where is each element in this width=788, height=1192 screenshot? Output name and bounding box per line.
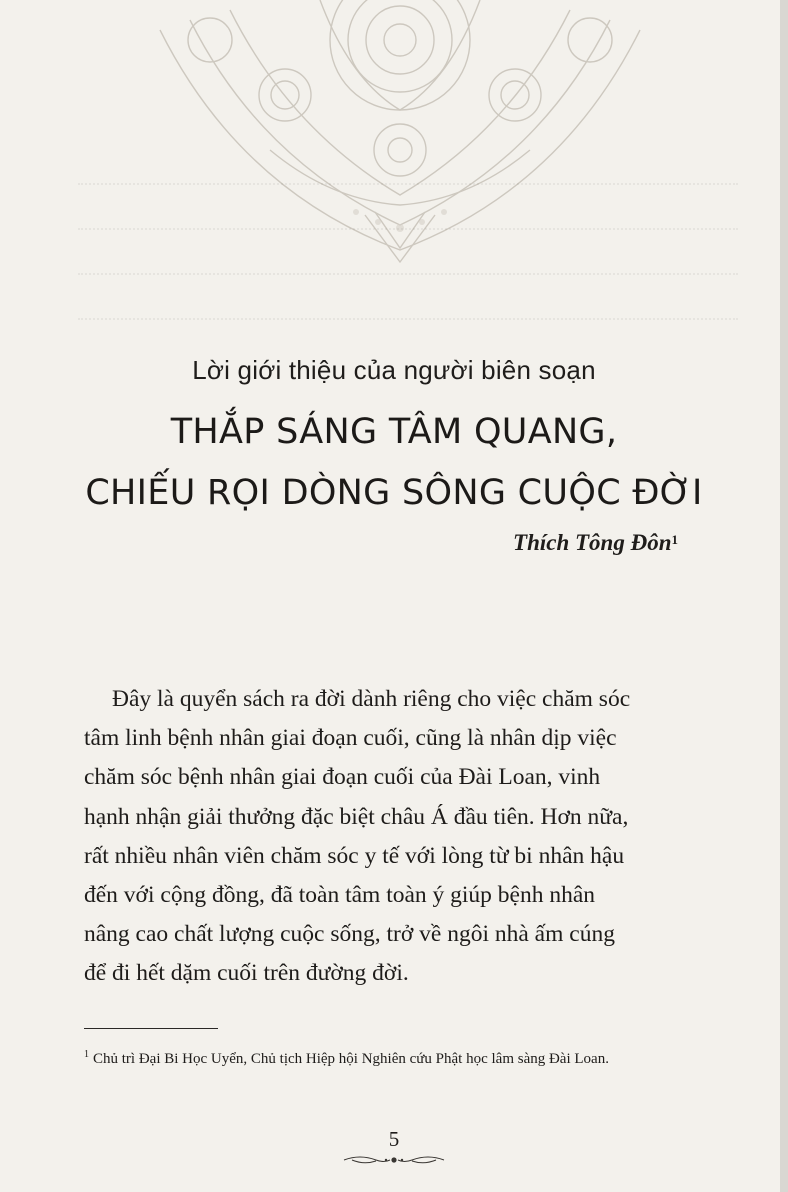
footnote [84, 1042, 706, 1072]
page-number: 5 [388, 1127, 400, 1151]
author-footnote-mark: 1 [671, 532, 678, 547]
author-byline [513, 530, 678, 556]
body-line: tâm linh bệnh nhân giai đoạn cuối, cũng là nhân dịp việc [84, 725, 617, 752]
mandala-ornament [120, 0, 680, 270]
chapter-title-line-1: THẮP SÁNG TÂM QUANG, [170, 412, 618, 452]
body-line: để đi hết dặm cuối trên đường đời. [84, 960, 409, 987]
body-line: hạnh nhận giải thưởng đặc biệt châu Á đầu tiên. Hơn nữa, [84, 803, 629, 830]
footnote-divider [84, 1028, 218, 1029]
footnote-mark: 1 [84, 1049, 89, 1060]
author-name: Thích Tông Đôn [513, 530, 672, 555]
chapter-title-line-2: CHIẾU RỌI DÒNG SÔNG CUỘC ĐỜI [85, 473, 703, 513]
page-number-ornament [340, 1153, 448, 1167]
body-line: chăm sóc bệnh nhân giai đoạn cuối của Đài Loan, vinh [84, 764, 601, 791]
page-edge [780, 0, 788, 1192]
body-paragraph [84, 680, 712, 994]
footnote-text: Chủ trì Đại Bi Học Uyển, Chủ tịch Hiệp hội Nghiên cứu Phật học lâm sàng Đài Loan. [93, 1051, 609, 1067]
body-line: Đây là quyển sách ra đời dành riêng cho việc chăm sóc [112, 686, 631, 712]
body-line: đến với cộng đồng, đã toàn tâm toàn ý giúp bệnh nhân [84, 882, 596, 909]
chapter-subtitle: Lời giới thiệu của người biên soạn [192, 355, 596, 385]
body-line: nâng cao chất lượng cuộc sống, trở về ngôi nhà ấm cúng [84, 921, 615, 948]
body-line: rất nhiều nhân viên chăm sóc y tế với lòng từ bi nhân hậu [84, 842, 625, 869]
